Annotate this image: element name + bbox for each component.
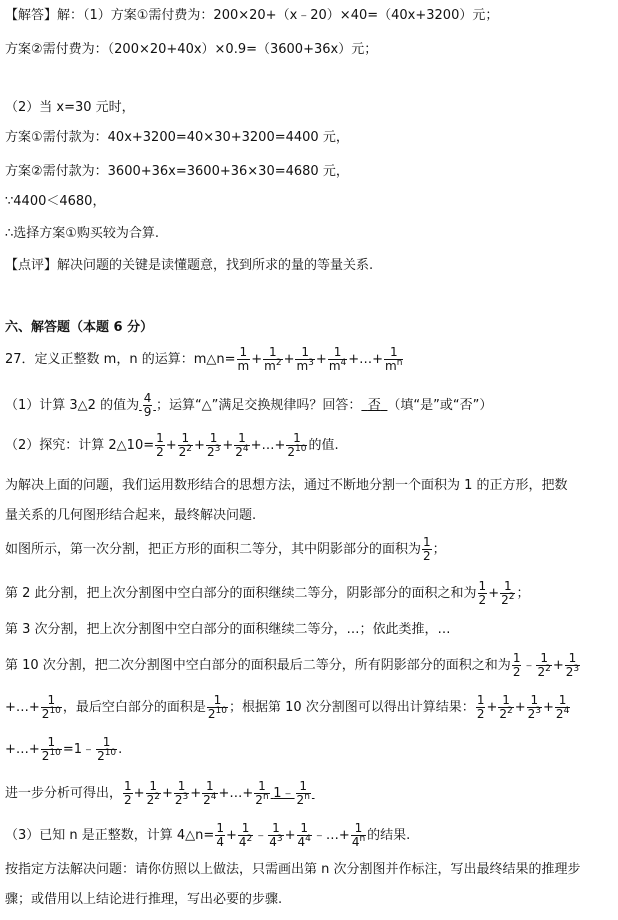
denominator [500, 593, 515, 607]
exponent: 10 [49, 748, 61, 758]
fraction [234, 432, 249, 459]
base: 2 [499, 707, 507, 721]
ellipsis: +…+ [218, 786, 254, 801]
numerator: 1 [269, 345, 277, 359]
part1-question: ；运算“△”满足交换规律吗？回答： [155, 398, 362, 413]
explanation-line-7 [5, 694, 571, 721]
denominator [263, 359, 282, 373]
numerator: 1 [503, 579, 512, 593]
fraction [123, 780, 133, 807]
denominator [206, 445, 221, 459]
base: 2 [555, 707, 564, 721]
answer-text-6: ∵4400＜4680， [5, 194, 106, 209]
base: 2 [296, 793, 305, 807]
numerator: 1 [299, 779, 308, 793]
base: 4 [351, 835, 360, 849]
part3-suffix: 的结果. [367, 828, 411, 843]
numerator: 1 [478, 579, 487, 593]
fraction [254, 780, 269, 807]
explanation-line-9 [5, 780, 315, 807]
numerator: 1 [156, 431, 164, 445]
ellipsis: ﹣…+ [312, 828, 350, 843]
denominator [268, 835, 283, 849]
part2-text: （2）探究：计算 2△10= [5, 438, 155, 453]
explanation-text-6: 第 10 次分割，把二次分割图中空白部分的面积最后二等分，所有阴影部分的面积之和为 [5, 658, 511, 673]
numerator: 4 [143, 391, 152, 405]
numerator: 1 [558, 693, 567, 707]
exponent: 2 [154, 792, 160, 802]
instruction-text-1: 按指定方法解决问题：请你仿照以上做法，只需画出第 n 次分割图并作标注，写出最终结果的推理步 [5, 862, 581, 877]
part2-suffix: 的值. [308, 438, 339, 453]
exponent: 3 [535, 706, 542, 716]
base: m [264, 359, 276, 373]
numerator: 1 [568, 651, 577, 665]
part1-text: （1）计算 3△2 的值为 [5, 398, 140, 413]
numerator: 1 [502, 693, 510, 707]
answer-line-7 [5, 226, 159, 242]
numerator: 1 [102, 735, 111, 749]
plus-sign: + [251, 352, 263, 367]
fraction [41, 736, 62, 763]
plus-sign: + [514, 700, 526, 715]
exponent: 10 [104, 748, 117, 758]
answer-line-6 [5, 194, 105, 210]
fraction [527, 694, 542, 721]
numerator: 1 [354, 821, 363, 835]
fraction [207, 694, 228, 721]
answer-line-3 [5, 100, 135, 116]
exponent: 2 [275, 358, 282, 368]
numerator: 1 [177, 779, 186, 793]
answer-line-1 [5, 8, 498, 24]
base: 2 [235, 445, 243, 459]
base: 2 [207, 707, 216, 721]
base: 2 [146, 793, 155, 807]
denominator: 2 [512, 665, 521, 679]
plus-sign: + [161, 786, 173, 801]
denominator [286, 445, 307, 459]
exponent: 3 [214, 444, 221, 454]
denominator [536, 665, 551, 679]
exponent: n [359, 834, 366, 844]
explanation-line-2 [5, 508, 256, 524]
fraction [286, 432, 307, 459]
part3-text: （3）已知 n 是正整数，计算 4△n= [5, 828, 215, 843]
base: m [296, 359, 309, 373]
numerator: 1 [213, 693, 222, 707]
punctuation: . [118, 742, 123, 757]
base: 2 [178, 445, 187, 459]
instruction-text-2: 骤；或借用以上结论进行推理，写出必要的步骤. [5, 892, 283, 907]
exponent: 10 [49, 706, 61, 716]
denominator [234, 445, 249, 459]
exponent: 2 [545, 664, 551, 674]
explanation-line-1 [5, 478, 568, 494]
q27-part2 [5, 432, 339, 459]
explanation-text-5: 第 3 次分割，把上次分割图中空白部分的面积继续二等分，…；依此类推，… [5, 622, 451, 637]
denominator [238, 835, 253, 849]
answer-blank-2 [361, 398, 387, 413]
answer-line-2 [5, 42, 377, 58]
answer-value: 否 [367, 398, 381, 413]
answer-blank-1 [139, 391, 156, 419]
explanation-line-3 [5, 536, 446, 563]
base: 2 [206, 445, 215, 459]
base: m [385, 359, 397, 373]
denominator [96, 749, 117, 763]
base: 2 [97, 749, 105, 763]
denominator [41, 707, 62, 721]
plus-sign: + [225, 828, 237, 843]
denominator: 2 [478, 593, 487, 607]
base: 4 [238, 835, 247, 849]
denominator [297, 835, 312, 849]
exponent: 4 [563, 706, 570, 716]
plus-sign: + [283, 352, 295, 367]
section-heading [5, 320, 153, 336]
section-heading-text: 六、解答题（本题 6 分） [5, 320, 154, 335]
exponent: 3 [308, 358, 314, 368]
fraction [178, 432, 193, 459]
numerator: 1 [301, 345, 309, 359]
base: 2 [174, 793, 183, 807]
exponent: n [396, 358, 403, 368]
denominator [41, 749, 62, 763]
denominator [565, 665, 580, 679]
instruction-line-1 [5, 862, 581, 878]
exponent: 4 [340, 358, 347, 368]
base: 2 [203, 793, 211, 807]
plus-sign: + [486, 700, 498, 715]
numerator: 1 [205, 779, 214, 793]
exponent: 4 [242, 444, 249, 454]
fraction [478, 580, 488, 607]
part1-hint: （填“是”或“否”） [387, 398, 493, 413]
numerator: 1 [300, 821, 309, 835]
plus-sign: + [543, 700, 554, 715]
exponent: 3 [276, 834, 283, 844]
fraction [498, 694, 513, 721]
exponent: 3 [182, 792, 189, 802]
fraction [565, 652, 580, 679]
denominator [384, 359, 403, 373]
instruction-line-2 [5, 892, 282, 908]
numerator: 1 [241, 821, 250, 835]
answer-text-2: 方案②需付费为：（200×20+40x）×0.9=（3600+36x）元； [5, 42, 378, 57]
fraction [215, 822, 225, 849]
fraction [146, 780, 161, 807]
base: 2 [565, 665, 574, 679]
fraction [96, 736, 117, 763]
comment-line [5, 258, 373, 274]
numerator: 1 [181, 431, 190, 445]
fraction [41, 694, 62, 721]
denominator: 2 [476, 707, 485, 721]
definition-text: 27．定义正整数 m，n 的运算：m△n= [5, 352, 236, 367]
denominator [202, 793, 217, 807]
numerator: 1 [389, 345, 398, 359]
explanation-text-4: 第 2 此分割，把上次分割图中空白部分的面积继续二等分，阴影部分的面积之和为 [5, 586, 477, 601]
answer-value: 1﹣ [273, 786, 295, 801]
explanation-text-3: 如图所示，第一次分割，把正方形的面积二等分，其中阴影部分的面积为 [5, 542, 422, 557]
base: 2 [287, 445, 296, 459]
explanation-text-2: 量关系的几何图形结合起来，最终解决问题. [5, 508, 257, 523]
numerator: 1 [239, 345, 248, 359]
denominator [328, 359, 347, 373]
base: 2 [255, 793, 263, 807]
fraction [295, 346, 314, 373]
exponent: 10 [215, 706, 227, 716]
fraction [263, 346, 282, 373]
answer-line-4 [5, 130, 349, 146]
ellipsis: +…+ [250, 438, 286, 453]
plus-sign: + [133, 786, 145, 801]
exponent: 4 [305, 834, 311, 844]
exponent: 2 [507, 706, 513, 716]
denominator: 2 [423, 549, 431, 563]
numerator: 1 [47, 693, 56, 707]
fraction [174, 780, 189, 807]
denominator [555, 707, 570, 721]
numerator: 1 [124, 779, 132, 793]
fraction [155, 432, 165, 459]
punctuation: ； [516, 586, 530, 601]
numerator: 1 [512, 651, 521, 665]
denominator [178, 445, 193, 459]
base: m [328, 359, 341, 373]
denominator [207, 707, 228, 721]
numerator: 1 [258, 779, 266, 793]
base: 2 [501, 593, 509, 607]
exponent: n [304, 792, 310, 802]
denominator: 9 [143, 405, 152, 419]
denominator [295, 359, 314, 373]
ellipsis: +…+ [348, 352, 384, 367]
denominator [351, 835, 366, 849]
denominator: 2 [124, 793, 132, 807]
explanation-line-5 [5, 622, 451, 638]
fraction [268, 822, 283, 849]
base: 4 [297, 835, 306, 849]
numerator: 1 [47, 735, 56, 749]
fraction [422, 536, 432, 563]
plus-sign: + [315, 352, 327, 367]
answer-text-4: 方案①需付款为：40x+3200=40×30+3200=4400 元， [5, 130, 349, 145]
explanation-line-8 [5, 736, 122, 763]
fraction [512, 652, 522, 679]
numerator: 1 [238, 431, 246, 445]
explanation-text-1: 为解决上面的问题，我们运用数形结合的思想方法，通过不断地分割一个面积为 1 的正方形，把数 [5, 478, 568, 493]
plus-sign: + [552, 658, 564, 673]
numerator: 1 [333, 345, 342, 359]
base: 2 [527, 707, 536, 721]
answer-text-5: 方案②需付款为：3600+36x=3600+36×30=4680 元， [5, 164, 349, 179]
base: 4 [269, 835, 277, 849]
answer-text-3: （2）当 x=30 元时， [5, 100, 135, 115]
ellipsis: +…+ [5, 700, 40, 715]
explanation-text-9: 进一步分析可得出， [5, 786, 123, 801]
plus-sign: + [165, 438, 177, 453]
fraction [476, 694, 486, 721]
fraction [384, 346, 403, 373]
denominator [527, 707, 542, 721]
exponent: 10 [295, 444, 307, 454]
numerator: 1 [149, 779, 158, 793]
fraction [500, 580, 515, 607]
base: 2 [537, 665, 546, 679]
numerator: 1 [216, 821, 224, 835]
plus-sign: + [284, 828, 296, 843]
fraction [202, 780, 217, 807]
q27-part1 [5, 392, 492, 419]
numerator: 1 [476, 693, 485, 707]
fraction [328, 346, 347, 373]
comment-text: 【点评】解决问题的关键是读懂题意，找到所求的量的等量关系. [5, 258, 374, 273]
numerator: 1 [272, 821, 280, 835]
exponent: 3 [573, 664, 580, 674]
denominator [498, 707, 513, 721]
denominator [174, 793, 189, 807]
denominator [146, 793, 161, 807]
fraction [555, 694, 570, 721]
answer-line-5 [5, 164, 349, 180]
denominator: 4 [216, 835, 224, 849]
equals-one-minus: =1﹣ [62, 742, 96, 757]
plus-sign: + [194, 438, 205, 453]
answer-text-7: ∴选择方案①购买较为合算. [5, 226, 160, 241]
denominator: 2 [156, 445, 164, 459]
fraction [351, 822, 366, 849]
fraction [238, 822, 253, 849]
exponent: n [262, 792, 269, 802]
explanation-line-6 [5, 652, 581, 679]
plus-sign: + [222, 438, 234, 453]
answer-text-1: 【解答】解：（1）方案①需付费为：200×20+（x﹣20）×40=（40x+3200）元； [5, 8, 499, 23]
base: 2 [41, 707, 50, 721]
explanation-text-7a: ，最后空白部分的面积是 [62, 700, 206, 715]
exponent: 2 [508, 592, 515, 602]
answer-blank-3 [271, 779, 315, 807]
fraction [143, 392, 153, 419]
punctuation: ； [432, 542, 446, 557]
fraction [206, 432, 221, 459]
fraction [536, 652, 551, 679]
denominator [296, 793, 311, 807]
numerator: 1 [530, 693, 539, 707]
plus-sign: + [190, 786, 202, 801]
explanation-text-7b: ；根据第 10 次分割图可以得出计算结果： [229, 700, 475, 715]
exponent: 2 [186, 444, 193, 454]
exponent: 4 [210, 792, 217, 802]
minus-sign: ﹣ [254, 828, 268, 843]
q27-part3 [5, 822, 410, 849]
denominator: m [237, 359, 250, 373]
numerator: 1 [209, 431, 218, 445]
plus-sign: + [488, 586, 500, 601]
numerator: 1 [293, 431, 301, 445]
fraction [296, 780, 311, 807]
ellipsis: +…+ [5, 742, 40, 757]
fraction [237, 346, 251, 373]
minus-sign: ﹣ [522, 658, 536, 673]
denominator [254, 793, 269, 807]
exponent: 2 [246, 834, 253, 844]
fraction [297, 822, 312, 849]
base: 2 [41, 749, 50, 763]
numerator: 1 [540, 651, 548, 665]
q27-definition [5, 346, 404, 373]
numerator: 1 [423, 535, 431, 549]
explanation-line-4 [5, 580, 529, 607]
